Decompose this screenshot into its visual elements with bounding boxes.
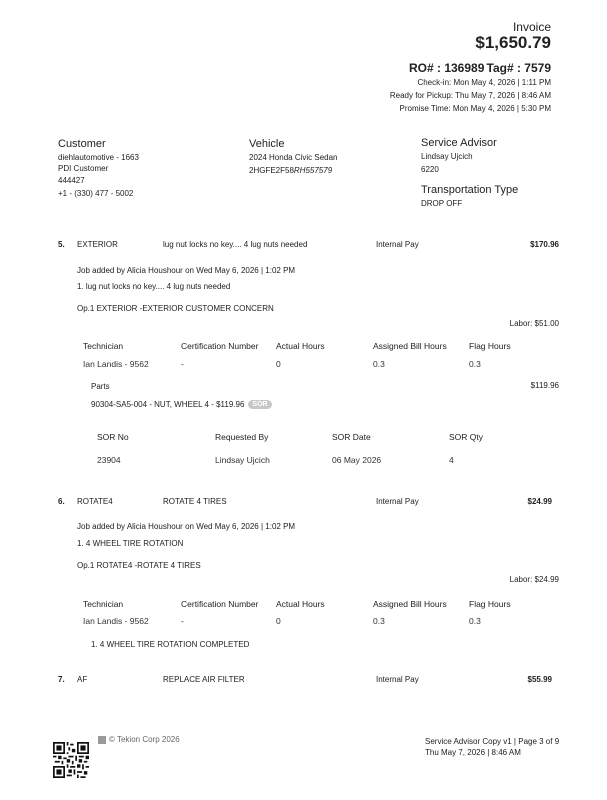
- tekion-logo-icon: [98, 736, 106, 744]
- certification-header: Certification Number: [181, 599, 259, 609]
- technician-header: Technician: [83, 599, 124, 609]
- job-code: ROTATE4: [77, 497, 113, 506]
- parts-amount: $119.96: [530, 381, 559, 390]
- customer-line2: PDI Customer: [58, 164, 109, 173]
- parts-heading: Parts: [91, 382, 110, 391]
- flag-hours-header: Flag Hours: [469, 341, 511, 351]
- customer-phone: +1 - (330) 477 - 5002: [58, 189, 134, 198]
- job-description: lug nut locks no key.... 4 lug nuts needed: [163, 240, 308, 249]
- customer-heading: Customer: [58, 138, 106, 150]
- job-code: AF: [77, 675, 88, 684]
- operation-title: Op.1 EXTERIOR -EXTERIOR CUSTOMER CONCERN: [77, 304, 274, 313]
- invoice-total: $1,650.79: [475, 33, 551, 52]
- sor-qty-header: SOR Qty: [449, 432, 484, 442]
- job-pay-type: Internal Pay: [376, 240, 419, 249]
- vehicle-heading: Vehicle: [249, 138, 285, 150]
- part-description: 90304-SA5-004 - NUT, WHEEL 4 - $119.96: [91, 400, 245, 409]
- customer-line1: diehlautomotive - 1663: [58, 153, 139, 162]
- technician-value: Ian Landis - 9562: [83, 359, 149, 369]
- job-number: 5.: [58, 240, 65, 249]
- ro-number: RO# : 136989: [409, 61, 485, 75]
- vehicle-model: 2024 Honda Civic Sedan: [249, 153, 338, 162]
- bill-hours-value: 0.3: [373, 359, 385, 369]
- sor-qty-value: 4: [449, 455, 454, 465]
- job-amount: $55.99: [527, 675, 552, 684]
- job-code: EXTERIOR: [77, 240, 118, 249]
- transport-type: DROP OFF: [421, 199, 463, 208]
- flag-hours-header: Flag Hours: [469, 599, 511, 609]
- sor-date-value: 06 May 2026: [332, 455, 382, 465]
- job-added-by: Job added by Alicia Houshour on Wed May 6, 2026 | 1:02 PM: [77, 522, 296, 531]
- qr-code-icon: [53, 742, 89, 778]
- actual-hours-value: 0: [276, 359, 281, 369]
- checkin-time: Check-in: Mon May 4, 2026 | 1:11 PM: [417, 78, 551, 87]
- job-pay-type: Internal Pay: [376, 675, 419, 684]
- bill-hours-header: Assigned Bill Hours: [373, 341, 447, 351]
- flag-hours-value: 0.3: [469, 359, 481, 369]
- certification-header: Certification Number: [181, 341, 259, 351]
- job-number: 6.: [58, 497, 65, 506]
- flag-hours-value: 0.3: [469, 616, 481, 626]
- certification-value: -: [181, 359, 184, 369]
- promise-time: Promise Time: Mon May 4, 2026 | 5:30 PM: [399, 104, 551, 113]
- actual-hours-value: 0: [276, 616, 281, 626]
- sor-no-value: 23904: [97, 455, 121, 465]
- transport-heading: Transportation Type: [421, 184, 519, 196]
- advisor-heading: Service Advisor: [421, 137, 497, 149]
- labor-amount: Labor: $51.00: [509, 319, 559, 328]
- sor-requested-header: Requested By: [215, 432, 269, 442]
- vehicle-vin: [249, 166, 332, 175]
- technician-header: Technician: [83, 341, 124, 351]
- vin-part-a: 2HGFE2F58: [249, 166, 294, 175]
- advisor-name: Lindsay Ujcich: [421, 152, 473, 161]
- footer-date: Thu May 7, 2026 | 8:46 AM: [425, 748, 521, 757]
- sor-date-header: SOR Date: [332, 432, 371, 442]
- advisor-id: 6220: [421, 165, 439, 174]
- actual-hours-header: Actual Hours: [276, 599, 325, 609]
- copyright: [98, 735, 180, 744]
- completion-note: 1. 4 WHEEL TIRE ROTATION COMPLETED: [91, 640, 250, 649]
- actual-hours-header: Actual Hours: [276, 341, 325, 351]
- job-note: 1. 4 WHEEL TIRE ROTATION: [77, 539, 184, 548]
- operation-title: Op.1 ROTATE4 -ROTATE 4 TIRES: [77, 561, 201, 570]
- bill-hours-value: 0.3: [373, 616, 385, 626]
- sor-no-header: SOR No: [97, 432, 129, 442]
- certification-value: -: [181, 616, 184, 626]
- job-amount: $24.99: [527, 497, 552, 506]
- job-added-by: Job added by Alicia Houshour on Wed May 6, 2026 | 1:02 PM: [77, 266, 296, 275]
- invoice-label: Invoice: [512, 20, 551, 34]
- job-amount: $170.96: [530, 240, 559, 249]
- labor-amount: Labor: $24.99: [509, 575, 559, 584]
- customer-line3: 444427: [58, 176, 85, 185]
- job-description: ROTATE 4 TIRES: [163, 497, 227, 506]
- job-note: 1. lug nut locks no key.... 4 lug nuts needed: [77, 282, 231, 291]
- sor-badge: SOR: [248, 400, 271, 409]
- job-description: REPLACE AIR FILTER: [163, 675, 245, 684]
- page-info: Service Advisor Copy v1 | Page 3 of 9: [425, 737, 560, 746]
- job-pay-type: Internal Pay: [376, 497, 419, 506]
- technician-value: Ian Landis - 9562: [83, 616, 149, 626]
- sor-requested-value: Lindsay Ujcich: [215, 455, 270, 465]
- vin-part-b: RH557579: [293, 166, 333, 175]
- bill-hours-header: Assigned Bill Hours: [373, 599, 447, 609]
- tag-number: Tag# : 7579: [486, 61, 551, 75]
- part-line: [91, 400, 272, 409]
- ready-time: Ready for Pickup: Thu May 7, 2026 | 8:46 AM: [389, 91, 551, 100]
- job-number: 7.: [58, 675, 65, 684]
- copyright-text: © Tekion Corp 2026: [109, 735, 180, 744]
